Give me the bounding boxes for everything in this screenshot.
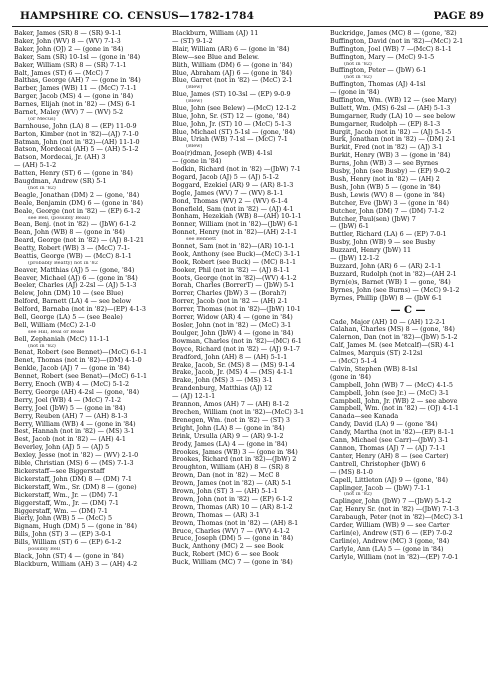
census-entry: Bush, Henry (not in '82) — (AH) 2	[330, 176, 440, 183]
census-entry: Belford, Barnett (LA) 4 — see below	[14, 298, 132, 306]
census-entry: Buzzard, Henry (JbW) 11	[330, 247, 412, 255]
census-entry: Berry, William (WB) 4 — (gone in '84)	[14, 420, 136, 428]
census-entry: Canter, Henry (AH) 8 — (see Carter)	[330, 452, 449, 460]
census-entry: Butcher, Paul(sen) (JbW) 7	[330, 215, 416, 223]
census-entry: Burk, Jonathan (not in '82) — (DM) 2-1	[330, 136, 456, 144]
census-entry: Buck, Anthony (MC) 2 — see Book	[172, 543, 284, 551]
census-entry: Car, Henry Sr. (not in '82) —(JbW) 7-1-3	[330, 506, 459, 514]
census-entry: Brown, John (ST) 3 — (AH) 5-1-1	[172, 488, 278, 496]
census-entry: Campbell, Wm. (not in '82) — (OJ) 4-1-1	[330, 405, 459, 413]
census-entry: (gone in '84)	[330, 373, 371, 381]
census-entry: Canada—see Kanada	[330, 413, 399, 421]
census-entry: — (JbW) 12-1-2	[330, 255, 380, 263]
entry-note: (not in '82)	[28, 186, 56, 192]
page-title: HAMPSHIRE CO. CENSUS—1782-1784	[20, 10, 255, 22]
census-entry: Bullett, Wm. (MS) 6-2sl — (AH) 5-1-3	[330, 104, 451, 112]
census-entry: Brink, Ursulla (AR) 9 — (AR) 9-1-2	[172, 432, 284, 440]
census-entry: Batson, Mordecai, Jr. (AH) 3	[14, 154, 106, 162]
entry-note: (Blew)	[186, 85, 203, 91]
census-entry: Buffington, Thomas (AJ) 4-1sl	[330, 81, 426, 89]
census-entry: Bickerstaff—see Biggerstaff	[14, 468, 105, 475]
page-number: PAGE 89	[433, 10, 484, 22]
census-entry: Bumgarner, Rudolph — (EP) 8-1-3	[330, 120, 441, 128]
census-entry: Berry, George (AH) 4-2sl — (gone, '84)	[14, 388, 140, 396]
census-entry: Book, Anthony (see Buck)—(McC) 3-1-1	[172, 250, 301, 258]
census-entry: Campbell, John (see Jr.) — (McC) 3-1	[330, 389, 450, 397]
census-entry: Bickerstaff, Wm., Sr. (DM) 8 — (gone)	[14, 483, 137, 491]
census-entry: Buck, Robert (MC) 6 — see Book	[172, 551, 279, 559]
census-entry: Byrnes, John (see Burns) — (McC) 9-1-2	[330, 286, 460, 294]
census-entry: Blue, Garret (not in '82) — (McC) 2-1	[172, 77, 293, 85]
census-entry: Beale, Benjamin (DM) 6 — (gone in '84)	[14, 199, 143, 207]
census-entry: Beattis, George (WB) — (McC) 8-1-1	[14, 252, 132, 260]
census-entry: — (JbW) 6-1	[330, 223, 369, 231]
census-entry: Barnhouse, John (LA) 8 — (EP) 11-0-9	[14, 122, 137, 130]
census-entry: Candy, David (LA) 9 — (gone '84)	[330, 421, 438, 429]
column-right	[330, 30, 486, 678]
census-entry: — (gone in '84)	[172, 158, 222, 166]
census-entry: — (MS) 8-1-0	[330, 468, 373, 476]
census-entry: Beaver, Michael (AJ) 6 — (gone in '84)	[14, 274, 138, 282]
census-entry: Bumgarner, Rudy (LA) 10 — see below	[330, 112, 456, 120]
census-entry: Buffington, Joel (WB) 7 —(McC) 8-1-1	[330, 45, 452, 53]
census-entry: Buttler, Richard (LA) 6 — (EP) 7-0-1	[330, 231, 447, 239]
entry-note: see Hill, Beal or Beale	[28, 329, 85, 335]
census-entry: — (gone in '84)	[330, 89, 380, 97]
census-entry: Berry, Joel (JbW) 5 — (gone in '84)	[14, 404, 126, 412]
census-entry: Campbell, John (WB) 7 — (McC) 4-1-5	[330, 381, 453, 389]
census-entry: Butcher, Eve (JbW) 3 — (gone in '84)	[330, 199, 450, 207]
census-entry: Boulger, John (JbW) 4 — (gone in '84)	[172, 329, 294, 337]
census-entry: Blair, William (AR) 6 — (gone in '84)	[172, 45, 290, 53]
census-entry: Blue, Uriah (WB) 7-1sl — (McC) 7-1	[172, 136, 288, 144]
census-entry: Burns, John (WB) 3 — see Byrnes	[330, 160, 439, 168]
census-entry: Brake, Jacob, Jr. (MS) 4 — (MS) 4-1-1	[172, 369, 294, 377]
census-entry: Bible, Christian (MS) 6 — (MS) 7-1-3	[14, 460, 134, 468]
census-entry: Beard, George (not in '82) — (AJ) 8-1-21	[14, 237, 145, 245]
census-entry: Bonner, William (not in '82)—(JbW) 6-1	[172, 221, 299, 229]
census-entry: Butcher, John (DM) 7 — (DM) 7-1-2	[330, 207, 445, 215]
census-entry: Carlin(e), Andrew (ST) 6 — (EP) 7-0-2	[330, 529, 453, 537]
census-entry: Barton, Kimber (not in '82)—(AJ) 7-1-0	[14, 130, 139, 138]
census-entry: Barnes, Elijah (not in '82) — (MS) 6-1	[14, 101, 136, 109]
census-entry: — (McC) 5-1-4	[330, 358, 377, 366]
census-entry: Bush, Lewis (WV) 8 — (gone in '84)	[330, 191, 445, 199]
census-entry: Brake, Jacob, Sr. (MS) 8 — (MS) 9-1-4	[172, 361, 295, 369]
census-entry: Bruce, Charles (WV) 7 — (WV) 4-1-2	[172, 527, 290, 535]
census-entry: Campbell, John, Jr. (WB) 2 — see above	[330, 397, 458, 405]
census-entry: Benkle, Jacob (AJ) 7 — (gone in '84)	[14, 365, 130, 373]
census-entry: Berry, Enoch (WB) 4 — (McC) 5-1-2	[14, 381, 130, 389]
census-entry: Baker, James (SR) 8 — (SR) 9-1-1	[14, 30, 122, 37]
census-entry: Cade, Major (AH) 10 — (AH) 12-2-1	[330, 318, 446, 326]
census-entry: Bush, John (WB) 5 — (gone in '84)	[330, 183, 441, 191]
census-entry: Beatty, Robert (WB) 3 — (McC) 7-1-	[14, 245, 130, 253]
census-entry: Brown, Thomas (not in '82) — (AH) 8-1	[172, 519, 299, 527]
census-entry: Bond, Thomas (WV) 2 — (WV) 6-1-4	[172, 197, 288, 205]
section-heading: — C —	[390, 304, 426, 316]
entry-note: see Bell, (possibly Beall)	[28, 215, 90, 221]
census-entry: Batman, John (not in '82)—(AH) 11-1-0	[14, 138, 140, 146]
census-entry: Bexley, Jesse (not in '82) — (WV) 2-1-0	[14, 452, 139, 460]
census-entry: Brandenburg, Matthias (AJ) 12	[172, 385, 273, 393]
census-entry: Caplinger, Jacob — (JbW) 7-1-1	[330, 484, 431, 492]
census-entry: Buffington, Mary — (McC) 9-1-5	[330, 53, 435, 61]
census-entry: Buckridge, James (MC) 8 — (gone, '82)	[330, 30, 457, 37]
census-entry: Benat, Robert (see Bennet)—(McC) 6-1-1	[14, 349, 148, 357]
census-entry: Berry, Joel (WB) 4 — (McC) 7-1-2	[14, 396, 122, 404]
census-entry: Calmes, Marquis (ST) 2-12sl	[330, 350, 423, 358]
census-entry: Brown, Dan (not in '82) — McC 8	[172, 472, 280, 480]
census-entry: Buffington, Wm. (WB) 12 — (see Mary)	[330, 96, 457, 104]
census-entry: Cannon, Thomas (AJ) 7 — (AJ) 7-1-1	[330, 445, 446, 452]
census-entry: Borrer, Widow (AR) 4 — (gone in '84)	[172, 314, 293, 322]
entry-note: (not in '82)	[344, 61, 372, 67]
census-entry: Blue, John, Jr. (ST) 10 — (McC) 5-1-3	[172, 120, 292, 128]
census-entry: — (AJ) 12-1-1	[172, 393, 216, 401]
census-entry: Beverley, John (AJ) 5 — (AJ) 5	[14, 444, 110, 452]
entry-note: (not in '82)	[28, 343, 56, 349]
census-entry: Biggerstaff, Wm., Jr. — (DM) 7-1	[14, 499, 119, 507]
entry-note: see Bennett	[186, 237, 217, 243]
entry-note: (probably Beatty) not in '82	[28, 260, 98, 266]
census-entry: Brown, Thomas — (AR) 3-1	[172, 511, 260, 519]
census-entry: Batson, Mordecai (AH) 5 — (AH) 5-1-2	[14, 146, 139, 154]
census-entry: Borrer, Charles (JbW) 3 — (Borah?)	[172, 290, 287, 298]
census-entry: Bowman, Charles (not in '82)—(MC) 6-1	[172, 337, 302, 345]
entry-note: (Blew)	[186, 99, 203, 105]
census-entry: Carlyle, William (not in '82)—(EP) 7-0-1	[330, 553, 459, 561]
entry-note: (or Mecus)	[28, 116, 56, 122]
census-entry: Beaver, Matthias (AJ) 5 — (gone, '84)	[14, 266, 135, 274]
census-entry: Brown, John (not in '82) — (EP) 6-1-2	[172, 495, 293, 503]
census-entry: Calvin, Stephen (WB) 8-1sl	[330, 365, 418, 373]
census-entry: Bogard, Jacob (AJ) 5 — (AJ) 5-1-2	[172, 173, 279, 181]
census-entry: Barnet, Maley (WV) 7 — (WV) 5-2	[14, 109, 124, 117]
census-entry: Borrer, Thomas (not in '82)—(JbW) 10-1	[172, 306, 301, 314]
census-entry: Carabaugh, Peter (not in '82)—(McC) 3-1	[330, 514, 464, 522]
census-entry: Carder, William (WB) 9 — see Carter	[330, 521, 450, 529]
census-entry: Caplinger, John (JbW) 7 —(JbW) 5-1-2	[330, 498, 452, 506]
census-entry: Baker, William (SR) 8 — (SR) 7-1-1	[14, 61, 127, 69]
entry-note: (not in '82)	[344, 75, 372, 81]
census-entry: Bonefield, Sam (not in '82) — (AJ) 4-1	[172, 205, 294, 213]
census-entry: Borah, Charles (BorrerT) — (JbW) 5-1	[172, 282, 295, 290]
census-entry: Calahan, Charles (MS) 8 — (gone, '84)	[330, 326, 455, 334]
census-entry: Best, Jacob (not in '82) — (AH) 4-1	[14, 436, 126, 444]
census-entry: Baugdman, Andrew (SR) 5-1	[14, 178, 107, 186]
census-entry: Bills, John (ST) 3 — (EP) 3-0-1	[14, 531, 112, 539]
census-entry: Bonnet, Sam (not in '82)—(AR) 10-1-1	[172, 242, 295, 250]
census-entry: Bright, John (LA) 8 — (gone in '84)	[172, 424, 285, 432]
census-entry: Cantrell, Christopher (JbW) 6	[330, 460, 426, 468]
census-entry: Boa(r)dman, Joseph (WB) 4-1sl	[172, 150, 273, 158]
census-entry: Buffington, David (not in '82)—(McC) 2-1	[330, 37, 464, 45]
census-entry: Baker, Sam (SR) 10-1sl — (gone in '84)	[14, 53, 141, 61]
census-entry: Barger, Jacob (MS) 4 — (gone in '84)	[14, 93, 134, 101]
census-entry: Bierly, John (WB) 5 — (McC) 5	[14, 515, 113, 523]
census-entry: Baker, John (OJ) 2 — (gone in '84)	[14, 45, 124, 53]
census-entry: Byrnes, Phillip (JbW) 8 — (JbW 6-1	[330, 294, 443, 302]
census-columns	[12, 30, 488, 678]
census-entry: Boots, George (not in '82)—(WV) 4-1-2	[172, 274, 297, 282]
census-entry: Belew, John (DM) 10 — (see Blue)	[14, 290, 124, 298]
page-header	[12, 8, 488, 27]
census-entry: Busby, John (WB) 9 — see Busby	[330, 239, 436, 247]
census-entry: Black, John (ST) 4 — (gone in '84)	[14, 552, 124, 560]
census-entry: — (AH) 5-1-2	[14, 162, 57, 170]
census-entry: Bignam, Hugh (DM) 5 — (gone in '84)	[14, 523, 137, 531]
census-entry: Broughton, William (AH) 8 — (SR) 8	[172, 464, 290, 472]
census-entry: Bosler, John (not in '82) — (McC) 3-1	[172, 322, 292, 329]
census-entry: Calernon, Dan (not in '82)—(JbW) 5-1-2	[330, 334, 458, 342]
census-entry: Blackburn, William (AJ) 11	[172, 30, 259, 37]
census-entry: Biggerstaff, Wm. — (DM) 7-1	[14, 507, 108, 515]
census-entry: Brookes, Richard (not in '82)—(JbW) 2	[172, 456, 297, 464]
census-entry: Book, Robert (see Buck) — (MC) 8-1-1	[172, 258, 297, 266]
census-entry: Bell, William (McC) 2-1-0	[14, 322, 96, 329]
census-entry: Brown, Thomas (AR) 10 — (AR) 8-1-2	[172, 503, 293, 511]
census-entry: Blue, John, Sr. (ST) 12 — (gone, '84)	[172, 112, 290, 120]
column-left	[14, 30, 170, 678]
census-entry: Brookes, James (WB) 3 — (gone in '84)	[172, 448, 298, 456]
census-entry: Balthas, George (AH) 7 — (gone in '84)	[14, 77, 141, 85]
census-entry: Calf, James M. (see Metcalf)—(SR) 4-1	[330, 342, 455, 350]
census-entry: Blue, John (see Belew) —(McC) 12-1-2	[172, 104, 297, 112]
census-entry: Burkit, Henry (WB) 3 — (gone in '84)	[330, 152, 451, 160]
census-entry: Candy, Martha (not in '82)—(EP) 8-1-1	[330, 429, 455, 437]
census-entry: Bennet, Robert (see Benat)—(McC) 6-1-1	[14, 373, 148, 381]
census-entry: Bruce, Joseph (DM) 5 — (gone in '84)	[172, 535, 294, 543]
census-entry: Bean, Benj. (not in '82) — (JbW) 6-1-2	[14, 221, 136, 229]
census-entry: Benet, Thomas (not in '82)—(DM) 4-1-0	[14, 357, 142, 365]
census-entry: Bell, Zephaniah (McC) 11-1-1	[14, 335, 110, 343]
entry-note: (Blew)	[186, 144, 203, 150]
census-entry: Byrn(e)s, Barnet (WB) 1 — gone, '84)	[330, 278, 451, 286]
census-entry: Brechen, William (not in '82)—(McC) 3-1	[172, 408, 305, 416]
census-entry: Bogle, James (WV) 7 — (WV) 8-1-1	[172, 189, 284, 197]
census-entry: Cann, Michael (see Carr)—(JbW) 3-1	[330, 437, 449, 445]
census-entry: Blew—see Blue and Belew.	[172, 53, 260, 61]
census-entry: Blith, William (DM) 6 — (gone in '84)	[172, 61, 293, 69]
census-entry: Belford, Barnaba (not in '82)—(EP) 4-1-3	[14, 306, 146, 314]
census-entry: Buffington, Peter — (JbW) 6-1	[330, 67, 427, 75]
census-entry: — (ST) 9-1-2	[172, 37, 213, 45]
census-entry: Brody, James (LA) 4 — (gone in '84)	[172, 440, 288, 448]
census-entry: Bills, William (ST) 6 — (EP) 6-1-2	[14, 539, 122, 547]
census-entry: Blue, Michael (ST) 5-1sl — (gone, '84)	[172, 128, 296, 136]
census-entry: Blackburn, William (AH) 3 — (AH) 4-2	[14, 560, 138, 568]
census-entry: Brown, James (not in '82) — (AR) 5-1	[172, 480, 292, 488]
census-entry: Burkit, Fred (not in '82) — (AJ) 3-1	[330, 144, 443, 152]
census-entry: Carlin(e), Andrew (MC) 3 (gone, '84)	[330, 537, 450, 545]
census-entry: Capell, Littleton (AJ) 9 — (gone, '84)	[330, 476, 449, 484]
census-entry: Beagle, Jonathan (DM) 2 — (gone, '84)	[14, 191, 140, 199]
census-entry: Balt, James (ST) 6 — (McC) 7	[14, 69, 109, 77]
entry-note: (not in '82)	[344, 492, 372, 498]
census-entry: Burgit, Jacob (not in '82) — (AJ) 5-1-5	[330, 128, 452, 136]
column-middle	[172, 30, 328, 678]
census-entry: Booker, Phil (not in '82) — (AJ) 8-1-1	[172, 266, 290, 274]
census-entry: Bickerstaff, Wm., Jr. — (DM) 7-1	[14, 491, 119, 499]
census-entry: Bonham, Hezekiah (WB) 8—(AH) 10-1-1	[172, 213, 302, 221]
census-entry: Bradford, John (AH) 8 — (AH) 5-1-1	[172, 353, 288, 361]
census-entry: Berry, Reuben (AH) 7 — (AH) 8-1-3	[14, 412, 128, 420]
census-entry: Buzzard, John (AR) 6 — (AR) 2-1-1	[330, 262, 442, 270]
census-entry: Bean, John (WB) 8 — (gone in '84)	[14, 229, 125, 237]
census-entry: Blue, James (ST) 10-3sl — (EP) 9-0-9	[172, 91, 291, 99]
entry-note: possibly Bell	[28, 547, 60, 553]
census-entry: Carlyle, Ann (LA) 5 — (gone in '84)	[330, 545, 444, 553]
census-entry: Brake, John (MS) 3 — (MS) 3-1	[172, 377, 273, 385]
census-entry: Barber, James (WB) 11 — (McC) 7-1-1	[14, 85, 137, 93]
census-entry: Blue, Abraham (AJ) 6 — (gone in '84)	[172, 69, 292, 77]
census-entry: Boyce, Richard (not in '82) — (AJ) 9-1-7	[172, 345, 300, 353]
census-entry: Buzzard, Rudolph (not in '82)—(AH 2-1	[330, 270, 457, 278]
census-entry: Beale, George (not in '82) — (EP) 6-1-2	[14, 207, 141, 215]
census-entry: Beeler, Charles (AJ) 2-2sl — (AJ) 5-1-3	[14, 282, 137, 290]
census-entry: Busby, John (see Busby) — (EP) 9-0-2	[330, 168, 451, 176]
census-entry: Brannon, Amos (AH) 7 — (AH) 8-1-2	[172, 401, 290, 409]
census-entry: Best, Hannah (not in '82) — (MS) 3-1	[14, 428, 135, 436]
census-entry: Bonnet, Henry (not in '82)—(AH) 2-1-1	[172, 229, 298, 237]
census-entry: Buck, William (MC) 7 — (gone in '84)	[172, 559, 293, 567]
census-entry: Bell, George (LA) 5 — (see Beale)	[14, 314, 123, 322]
census-entry: Brenegen, Wm. (not in '82) — (ST) 3	[172, 416, 290, 424]
census-entry: Bickerstaff, John (DM) 8 — (DM) 7-1	[14, 475, 132, 483]
census-page	[12, 8, 488, 680]
census-entry: Boggard, Ezekiel (AR) 9 — (AR) 8-1-3	[172, 181, 294, 189]
census-entry: Bodkin, Richard (not in '82) —(JbW) 7-1	[172, 165, 301, 173]
census-entry: Baker, John (WV) 8 — (WV) 7-1-3	[14, 37, 121, 45]
census-entry: Batten, Henry (ST) 6 — (gone in '84)	[14, 170, 133, 178]
census-entry: Borrer, Jacob (not in '82 — (AH) 2-1	[172, 298, 288, 306]
